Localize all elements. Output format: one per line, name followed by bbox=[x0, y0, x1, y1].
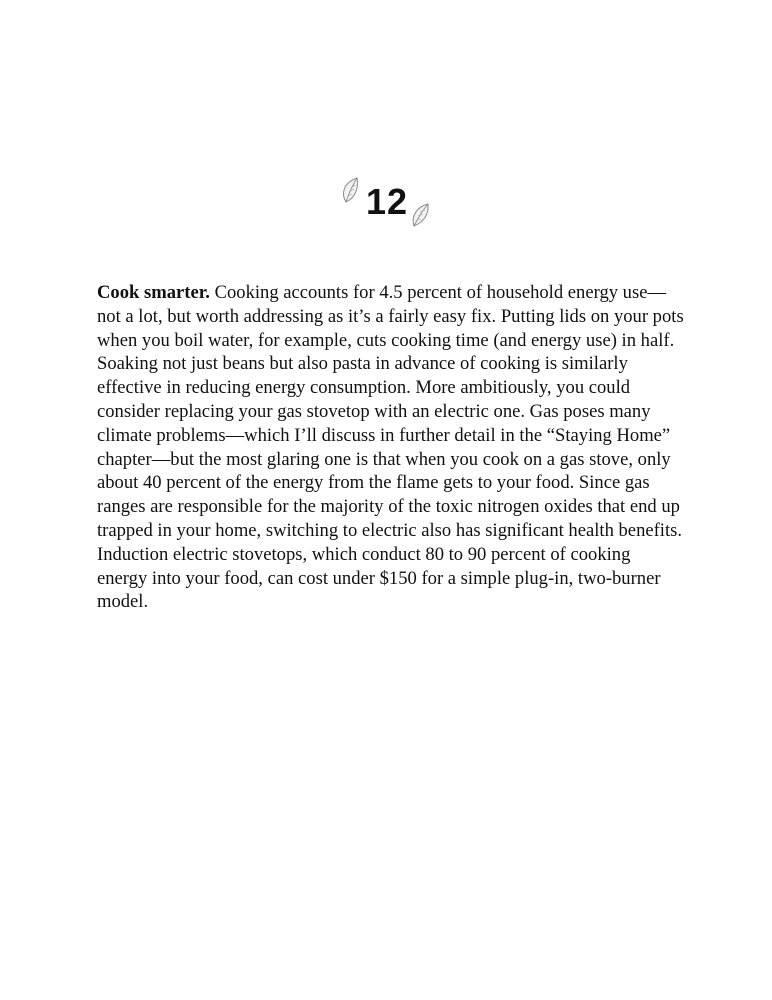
text-line: ranges are responsible for the majority of the toxic nitrogen oxides that end up bbox=[97, 496, 680, 518]
text-line bbox=[97, 281, 675, 305]
text-line: model. bbox=[97, 591, 149, 613]
section-heading bbox=[0, 170, 772, 240]
text-line: Soaking not just beans but also pasta in advance of cooking is similarly bbox=[97, 353, 628, 375]
text-line: effective in reducing energy consumption. More ambitiously, you could bbox=[97, 377, 631, 399]
text-line: trapped in your home, switching to electric also has significant health benefits. bbox=[97, 519, 683, 541]
body-paragraph bbox=[97, 281, 684, 614]
section-number: 12 bbox=[366, 181, 409, 222]
text-line: consider replacing your gas stovetop with an electric one. Gas poses many bbox=[97, 400, 651, 422]
text-line: chapter—but the most glaring one is that when you cook on a gas stove, only bbox=[97, 448, 671, 470]
text-line-rest: Cooking accounts for 4.5 percent of household energy use— bbox=[209, 282, 667, 303]
text-line: about 40 percent of the energy from the flame gets to your food. Since gas bbox=[97, 472, 650, 494]
text-line: climate problems—which I’ll discuss in further detail in the “Staying Home” bbox=[97, 424, 671, 446]
text-line: not a lot, but worth addressing as it’s a fairly easy fix. Putting lids on your pots bbox=[97, 305, 684, 327]
text-line: when you boil water, for example, cuts cooking time (and energy use) in half. bbox=[97, 329, 675, 351]
lead-phrase: Cook smarter. bbox=[97, 282, 210, 303]
leaf-icon bbox=[340, 176, 360, 204]
text-line: Induction electric stovetops, which conduct 80 to 90 percent of cooking bbox=[97, 543, 631, 565]
leaf-icon bbox=[410, 200, 430, 228]
text-line: energy into your food, can cost under $150 for a simple plug-in, two-burner bbox=[97, 567, 661, 589]
